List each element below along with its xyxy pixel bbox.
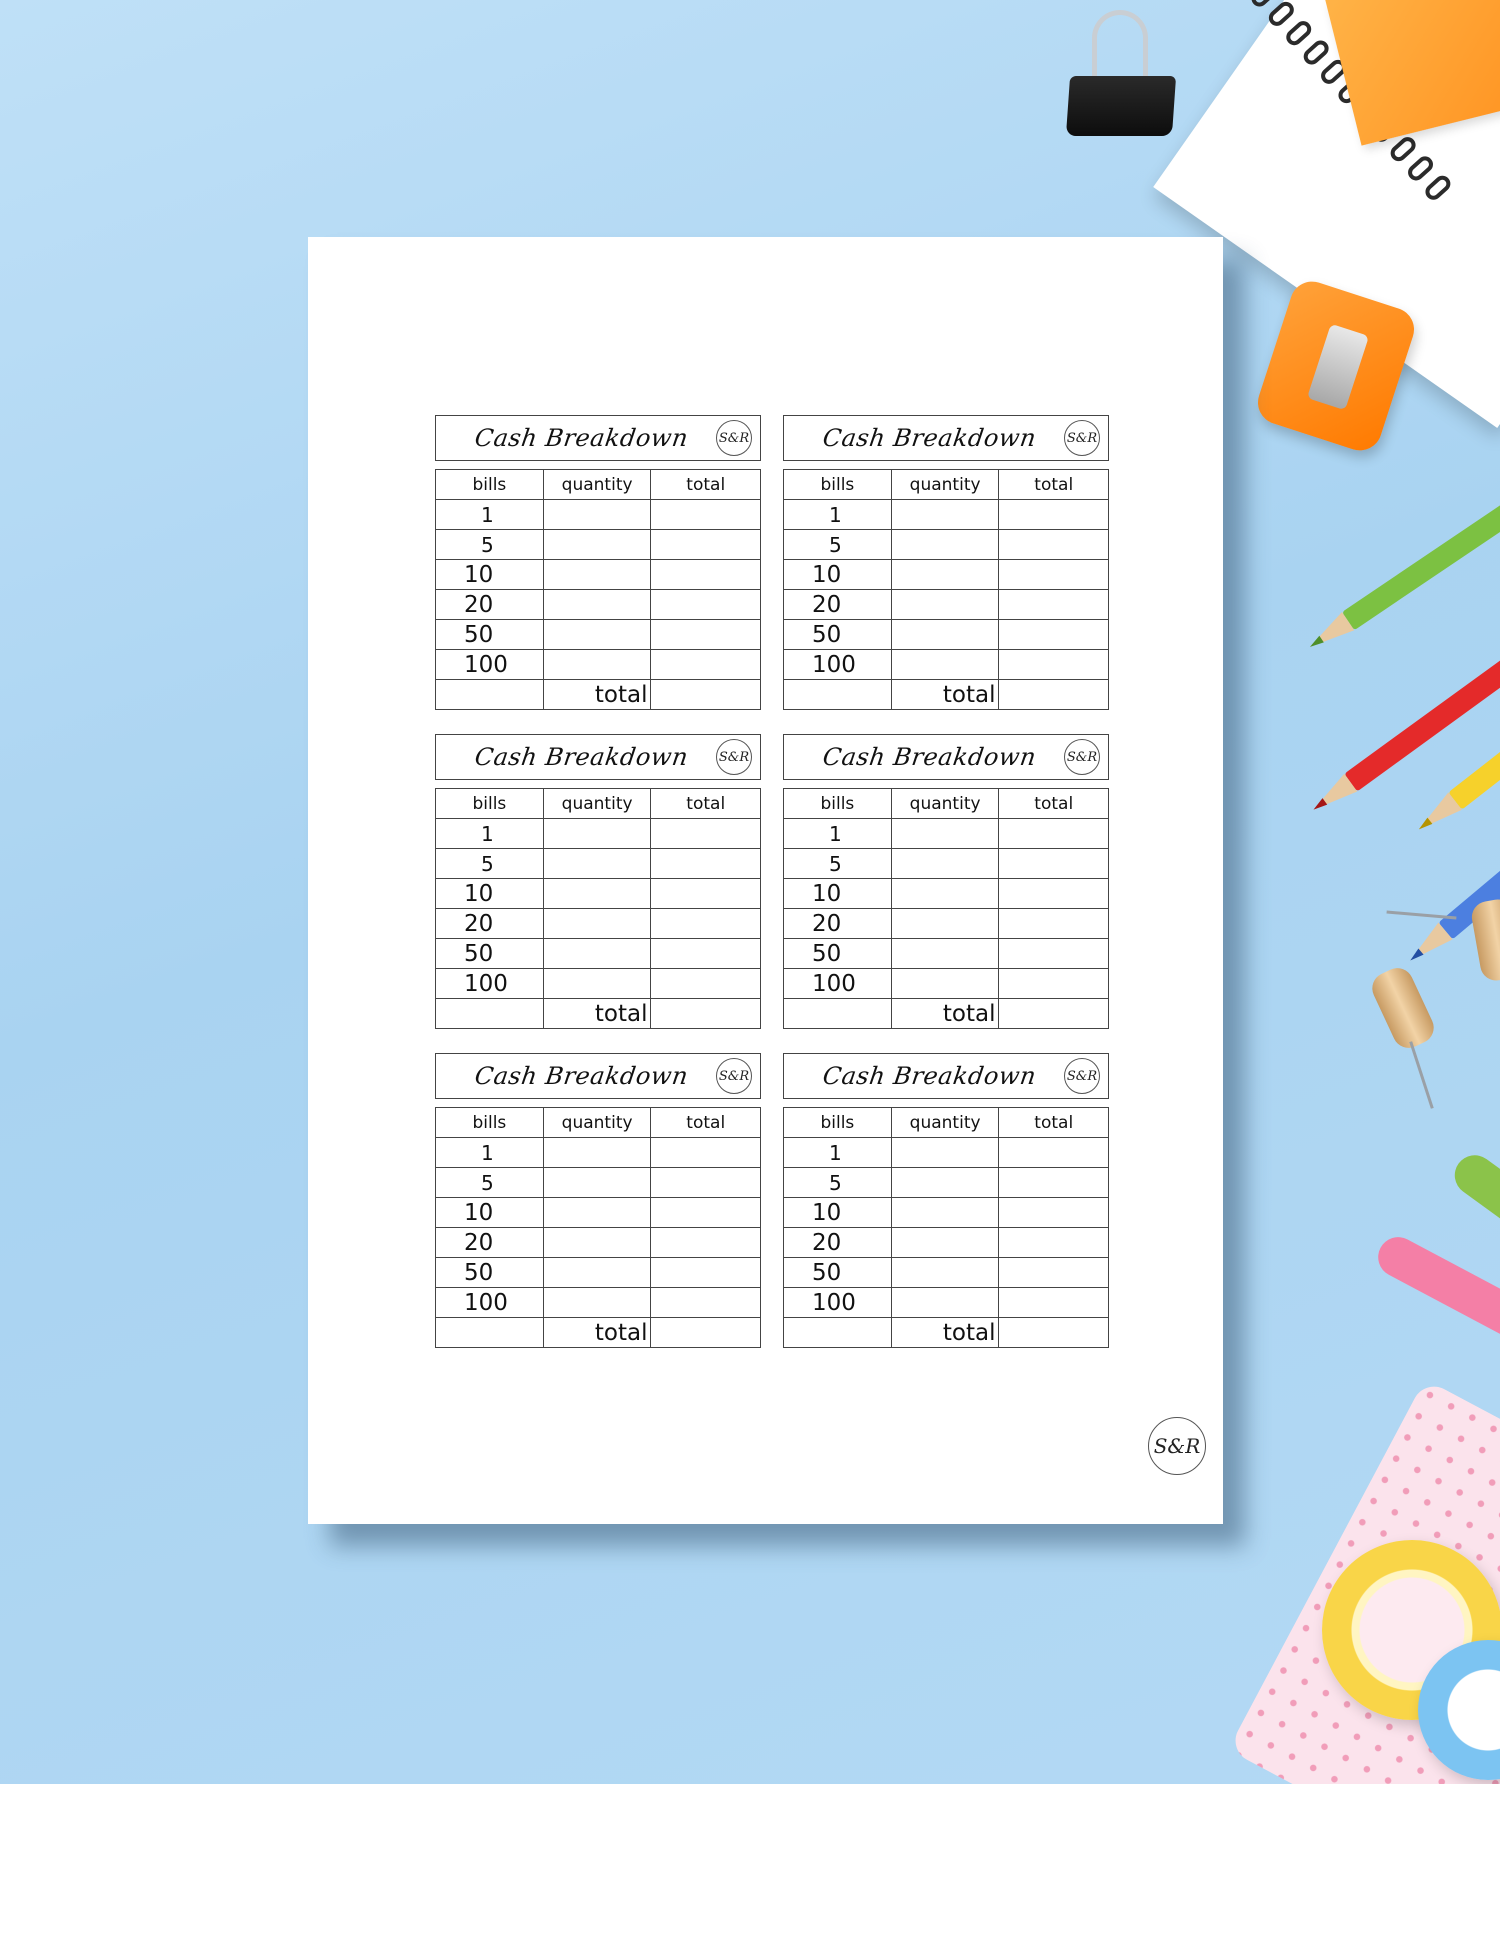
worksheet-title: Cash Breakdown xyxy=(820,743,1038,771)
quantity-cell[interactable] xyxy=(543,530,651,560)
bill-denomination: 20 xyxy=(436,590,544,620)
total-cell[interactable] xyxy=(999,560,1109,590)
quantity-cell[interactable] xyxy=(891,879,999,909)
grand-total-cell[interactable] xyxy=(999,1318,1109,1348)
total-cell[interactable] xyxy=(651,819,761,849)
green-pencil xyxy=(1342,422,1500,630)
quantity-cell[interactable] xyxy=(891,1138,999,1168)
table-row xyxy=(436,1138,761,1168)
bill-denomination: 1 xyxy=(784,819,892,849)
quantity-cell[interactable] xyxy=(891,650,999,680)
empty-cell xyxy=(436,1318,544,1348)
table-row xyxy=(436,1198,761,1228)
quantity-cell[interactable] xyxy=(543,1138,651,1168)
table-header-row xyxy=(436,1108,761,1138)
cash-table xyxy=(783,1107,1109,1348)
worksheet-title-box xyxy=(435,1053,761,1099)
table-header-row xyxy=(784,789,1109,819)
total-row xyxy=(784,680,1109,710)
quantity-cell[interactable] xyxy=(891,909,999,939)
total-cell[interactable] xyxy=(651,879,761,909)
table-row xyxy=(436,1288,761,1318)
column-header: bills xyxy=(436,470,544,500)
worksheet-title-box xyxy=(783,415,1109,461)
total-cell[interactable] xyxy=(999,1138,1109,1168)
total-row xyxy=(784,1318,1109,1348)
table-row xyxy=(784,1228,1109,1258)
quantity-cell[interactable] xyxy=(891,1198,999,1228)
table-row xyxy=(784,849,1109,879)
total-cell[interactable] xyxy=(651,1168,761,1198)
bill-denomination: 1 xyxy=(784,1138,892,1168)
total-cell[interactable] xyxy=(651,969,761,999)
table-row xyxy=(436,879,761,909)
quantity-cell[interactable] xyxy=(891,500,999,530)
quantity-cell[interactable] xyxy=(543,500,651,530)
bill-denomination: 20 xyxy=(784,590,892,620)
total-cell[interactable] xyxy=(999,1288,1109,1318)
quantity-cell[interactable] xyxy=(543,1168,651,1198)
bill-denomination: 50 xyxy=(436,620,544,650)
total-cell[interactable] xyxy=(999,819,1109,849)
column-header: quantity xyxy=(891,1108,999,1138)
bill-denomination: 20 xyxy=(436,1228,544,1258)
bill-denomination: 10 xyxy=(784,1198,892,1228)
total-label: total xyxy=(891,1318,999,1348)
bill-denomination: 10 xyxy=(436,1198,544,1228)
quantity-cell[interactable] xyxy=(891,1288,999,1318)
table-row xyxy=(436,620,761,650)
bill-denomination: 5 xyxy=(784,1168,892,1198)
brand-logo-icon: S&R xyxy=(716,739,752,775)
table-row xyxy=(436,909,761,939)
quantity-cell[interactable] xyxy=(543,650,651,680)
total-cell[interactable] xyxy=(651,909,761,939)
table-header-row xyxy=(784,470,1109,500)
table-row xyxy=(436,939,761,969)
table-header-row xyxy=(436,470,761,500)
quantity-cell[interactable] xyxy=(543,879,651,909)
bill-denomination: 1 xyxy=(436,500,544,530)
bill-denomination: 100 xyxy=(436,969,544,999)
total-label: total xyxy=(891,999,999,1029)
table-row xyxy=(784,620,1109,650)
table-header-row xyxy=(784,1108,1109,1138)
total-cell[interactable] xyxy=(651,1288,761,1318)
total-label: total xyxy=(891,680,999,710)
brand-logo: S&R xyxy=(1148,1417,1206,1475)
total-cell[interactable] xyxy=(999,1228,1109,1258)
quantity-cell[interactable] xyxy=(543,819,651,849)
column-header: total xyxy=(651,789,761,819)
table-row xyxy=(784,1258,1109,1288)
table-row xyxy=(436,849,761,879)
empty-cell xyxy=(784,680,892,710)
table-row xyxy=(436,1228,761,1258)
column-header: quantity xyxy=(543,789,651,819)
empty-cell xyxy=(436,680,544,710)
total-cell[interactable] xyxy=(651,560,761,590)
cash-table xyxy=(435,788,761,1029)
column-header: quantity xyxy=(543,1108,651,1138)
table-row xyxy=(784,909,1109,939)
total-cell[interactable] xyxy=(651,1258,761,1288)
column-header: bills xyxy=(784,1108,892,1138)
bill-denomination: 20 xyxy=(436,909,544,939)
total-row xyxy=(436,1318,761,1348)
empty-cell xyxy=(784,1318,892,1348)
cash-table xyxy=(783,469,1109,710)
bill-denomination: 5 xyxy=(436,849,544,879)
total-cell[interactable] xyxy=(999,969,1109,999)
bill-denomination: 50 xyxy=(784,620,892,650)
column-header: quantity xyxy=(891,470,999,500)
bill-denomination: 10 xyxy=(784,560,892,590)
bill-denomination: 100 xyxy=(436,650,544,680)
total-cell[interactable] xyxy=(999,590,1109,620)
bill-denomination: 100 xyxy=(784,1288,892,1318)
column-header: total xyxy=(999,470,1109,500)
quantity-cell[interactable] xyxy=(891,939,999,969)
total-cell[interactable] xyxy=(651,500,761,530)
quantity-cell[interactable] xyxy=(543,1258,651,1288)
push-pin-needle xyxy=(1387,910,1457,919)
grand-total-cell[interactable] xyxy=(999,680,1109,710)
table-row xyxy=(784,650,1109,680)
total-cell[interactable] xyxy=(651,1228,761,1258)
total-cell[interactable] xyxy=(999,500,1109,530)
worksheet-title: Cash Breakdown xyxy=(820,1062,1038,1090)
quantity-cell[interactable] xyxy=(543,1198,651,1228)
worksheet-title-box xyxy=(783,1053,1109,1099)
quantity-cell[interactable] xyxy=(891,590,999,620)
quantity-cell[interactable] xyxy=(543,560,651,590)
total-cell[interactable] xyxy=(651,1198,761,1228)
worksheet-title: Cash Breakdown xyxy=(820,424,1038,452)
table-row xyxy=(436,650,761,680)
bill-denomination: 5 xyxy=(436,530,544,560)
bill-denomination: 50 xyxy=(784,1258,892,1288)
quantity-cell[interactable] xyxy=(543,1288,651,1318)
total-cell[interactable] xyxy=(999,530,1109,560)
bill-denomination: 100 xyxy=(784,969,892,999)
worksheet-title: Cash Breakdown xyxy=(472,424,690,452)
bill-denomination: 10 xyxy=(436,560,544,590)
table-row xyxy=(436,1258,761,1288)
bill-denomination: 50 xyxy=(436,939,544,969)
cash-table xyxy=(435,469,761,710)
table-row xyxy=(436,819,761,849)
column-header: bills xyxy=(436,1108,544,1138)
table-row xyxy=(784,819,1109,849)
worksheet-title-box xyxy=(783,734,1109,780)
column-header: bills xyxy=(784,789,892,819)
bill-denomination: 20 xyxy=(784,1228,892,1258)
grand-total-cell[interactable] xyxy=(651,680,761,710)
table-row xyxy=(784,1168,1109,1198)
quantity-cell[interactable] xyxy=(891,560,999,590)
cash-table xyxy=(783,788,1109,1029)
total-cell[interactable] xyxy=(651,650,761,680)
printable-sheet xyxy=(308,237,1223,1524)
empty-cell xyxy=(436,999,544,1029)
empty-cell xyxy=(784,999,892,1029)
total-cell[interactable] xyxy=(999,1168,1109,1198)
bill-denomination: 20 xyxy=(784,909,892,939)
bill-denomination: 1 xyxy=(436,819,544,849)
table-row xyxy=(784,530,1109,560)
bill-denomination: 50 xyxy=(784,939,892,969)
quantity-cell[interactable] xyxy=(891,1228,999,1258)
yellow-pencil xyxy=(1448,632,1500,809)
total-cell[interactable] xyxy=(651,1138,761,1168)
table-row xyxy=(784,879,1109,909)
bill-denomination: 5 xyxy=(436,1168,544,1198)
table-row xyxy=(436,1168,761,1198)
total-label: total xyxy=(543,999,651,1029)
column-header: bills xyxy=(784,470,892,500)
quantity-cell[interactable] xyxy=(891,819,999,849)
grand-total-cell[interactable] xyxy=(651,999,761,1029)
quantity-cell[interactable] xyxy=(891,849,999,879)
quantity-cell[interactable] xyxy=(891,620,999,650)
quantity-cell[interactable] xyxy=(543,590,651,620)
table-row xyxy=(436,500,761,530)
bill-denomination: 5 xyxy=(784,849,892,879)
table-header-row xyxy=(436,789,761,819)
column-header: total xyxy=(999,789,1109,819)
total-cell[interactable] xyxy=(999,1198,1109,1228)
total-cell[interactable] xyxy=(999,909,1109,939)
table-row xyxy=(784,939,1109,969)
total-cell[interactable] xyxy=(651,530,761,560)
bill-denomination: 100 xyxy=(436,1288,544,1318)
bill-denomination: 50 xyxy=(436,1258,544,1288)
total-cell[interactable] xyxy=(999,879,1109,909)
table-row xyxy=(784,1138,1109,1168)
brand-logo-icon: S&R xyxy=(1064,420,1100,456)
cash-table xyxy=(435,1107,761,1348)
total-label: total xyxy=(543,1318,651,1348)
bill-denomination: 1 xyxy=(436,1138,544,1168)
total-label: total xyxy=(543,680,651,710)
brand-logo-icon: S&R xyxy=(716,1058,752,1094)
total-cell[interactable] xyxy=(999,939,1109,969)
quantity-cell[interactable] xyxy=(543,620,651,650)
column-header: total xyxy=(651,470,761,500)
total-cell[interactable] xyxy=(999,849,1109,879)
bill-denomination: 1 xyxy=(784,500,892,530)
total-row xyxy=(436,999,761,1029)
quantity-cell[interactable] xyxy=(543,939,651,969)
worksheet-title: Cash Breakdown xyxy=(472,743,690,771)
push-pin xyxy=(1469,897,1500,983)
column-header: quantity xyxy=(891,789,999,819)
quantity-cell[interactable] xyxy=(543,909,651,939)
total-cell[interactable] xyxy=(651,939,761,969)
total-row xyxy=(784,999,1109,1029)
table-row xyxy=(784,969,1109,999)
quantity-cell[interactable] xyxy=(891,1258,999,1288)
quantity-cell[interactable] xyxy=(891,530,999,560)
worksheet-title-box xyxy=(435,734,761,780)
quantity-cell[interactable] xyxy=(891,1168,999,1198)
quantity-cell[interactable] xyxy=(891,969,999,999)
push-pin-needle xyxy=(1409,1041,1433,1109)
column-header: quantity xyxy=(543,470,651,500)
total-cell[interactable] xyxy=(651,620,761,650)
brand-logo-icon: S&R xyxy=(716,420,752,456)
table-row xyxy=(784,500,1109,530)
total-row xyxy=(436,680,761,710)
table-row xyxy=(436,590,761,620)
column-header: total xyxy=(999,1108,1109,1138)
table-row xyxy=(436,530,761,560)
bill-denomination: 5 xyxy=(784,530,892,560)
grand-total-cell[interactable] xyxy=(999,999,1109,1029)
worksheet-title-box xyxy=(435,415,761,461)
total-cell[interactable] xyxy=(999,650,1109,680)
quantity-cell[interactable] xyxy=(543,969,651,999)
total-cell[interactable] xyxy=(651,849,761,879)
total-cell[interactable] xyxy=(999,1258,1109,1288)
binder-clip xyxy=(1066,76,1176,136)
green-crayon xyxy=(1447,1147,1500,1232)
total-cell[interactable] xyxy=(999,620,1109,650)
quantity-cell[interactable] xyxy=(543,1228,651,1258)
pink-crayon xyxy=(1371,1230,1500,1350)
push-pin xyxy=(1367,963,1439,1053)
table-row xyxy=(436,560,761,590)
table-row xyxy=(784,590,1109,620)
bill-denomination: 100 xyxy=(784,650,892,680)
column-header: bills xyxy=(436,789,544,819)
worksheet-title: Cash Breakdown xyxy=(472,1062,690,1090)
bill-denomination: 10 xyxy=(784,879,892,909)
brand-logo-icon: S&R xyxy=(1064,739,1100,775)
grand-total-cell[interactable] xyxy=(651,1318,761,1348)
table-row xyxy=(784,1288,1109,1318)
bill-denomination: 10 xyxy=(436,879,544,909)
total-cell[interactable] xyxy=(651,590,761,620)
table-row xyxy=(784,1198,1109,1228)
brand-logo-icon: S&R xyxy=(1064,1058,1100,1094)
quantity-cell[interactable] xyxy=(543,849,651,879)
table-row xyxy=(784,560,1109,590)
table-row xyxy=(436,969,761,999)
column-header: total xyxy=(651,1108,761,1138)
